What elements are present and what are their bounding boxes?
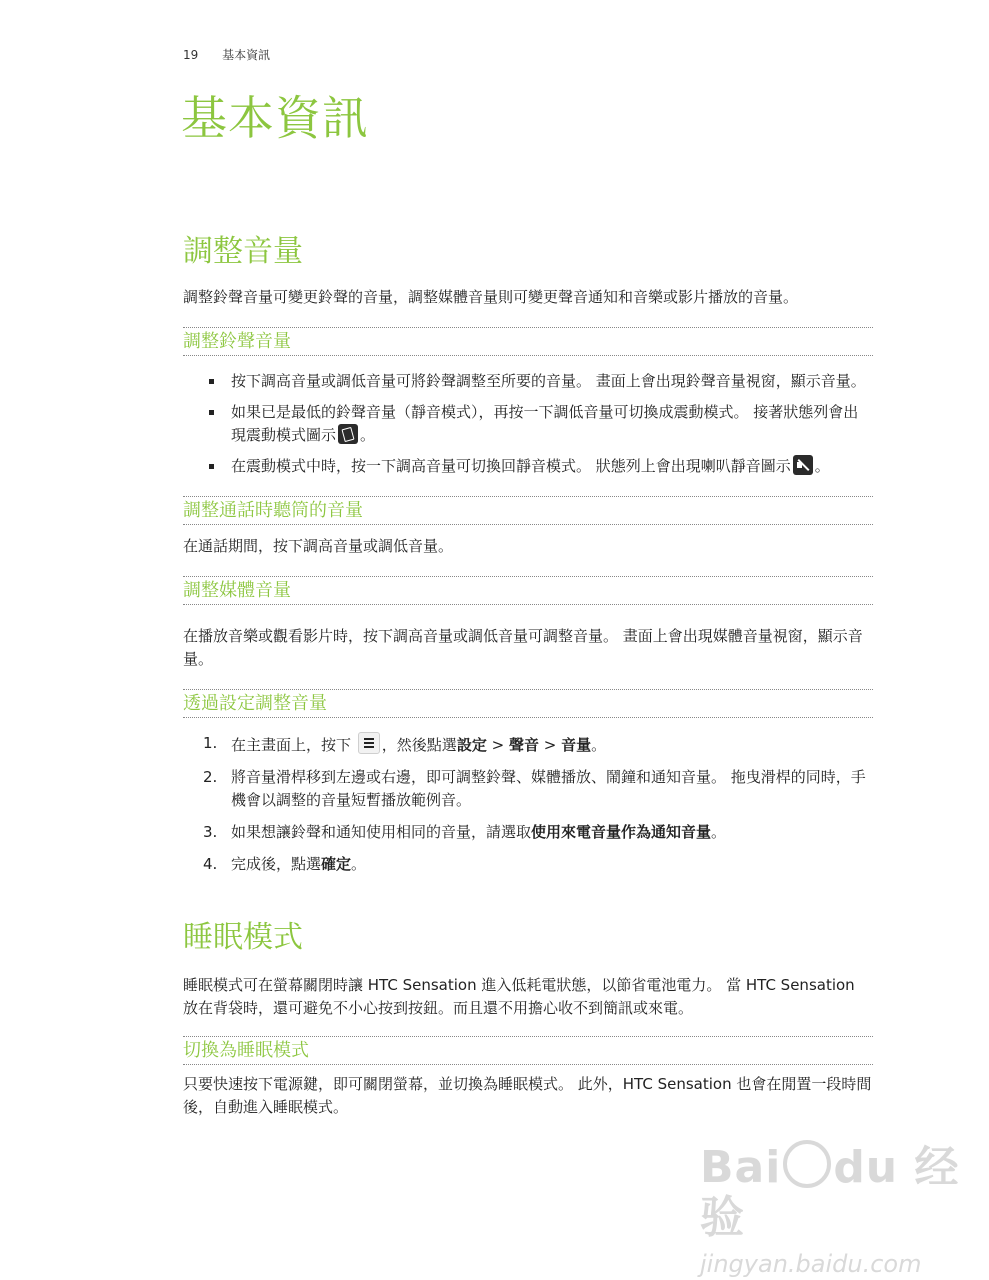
bullet-text-end: 。 [814,457,830,475]
subhead-call-volume: 調整通話時聽筒的音量 [183,496,873,525]
settings-steps [183,732,873,876]
section-title-sleep: 睡眠模式 [183,920,303,955]
chapter-title: 基本資訊 [181,91,369,145]
vibrate-mode-icon [338,424,358,444]
bullet-text: 在震動模式中時，按一下調高音量可切換回靜音模式。 狀態列上會出現喇叭靜音圖示 [231,457,791,475]
section-title-volume: 調整音量 [183,234,303,269]
page-header [183,46,270,63]
step-text: 如果想讓鈴聲和通知使用相同的音量，請選取 [231,823,532,841]
step-item [183,766,873,812]
step-item [183,821,873,844]
keyword-ok: 確定 [321,855,352,873]
step-item [183,732,873,757]
list-item [183,455,873,478]
step-text: 完成後，點選 [231,855,322,873]
call-volume-text: 在通話期間，按下調高音量或調低音量。 [183,537,454,555]
step-text: 在主畫面上，按下 [231,736,352,754]
page-number: 19 [183,48,199,62]
bullet-text: 如果已是最低的鈴聲音量（靜音模式），再按一下調低音量可切換成震動模式。 接著狀態列會出現震動模式圖示 [231,403,859,444]
step-item [183,853,873,876]
paw-icon [783,1140,831,1188]
keyword-settings: 設定 [456,736,487,754]
menu-icon [358,732,380,754]
step-number: 1. [203,734,218,752]
subhead-settings-volume: 透過設定調整音量 [183,689,873,718]
keyword-sound: 聲音 [508,736,539,754]
page-content [183,230,873,1119]
switch-sleep-text: 只要快速按下電源鍵，即可關閉螢幕，並切換為睡眠模式。 此外，HTC Sensation 也會在閒置一段時間後，自動進入睡眠模式。 [183,1075,872,1116]
keyword-use-call-volume: 使用來電音量作為通知音量 [531,823,712,841]
volume-intro: 調整鈴聲音量可變更鈴聲的音量，調整媒體音量則可變更聲音通知和音樂或影片播放的音量。 [183,288,799,306]
step-text: 將音量滑桿移到左邊或右邊，即可調整鈴聲、媒體播放、鬧鐘和通知音量。 拖曳滑桿的同時，手機會以調整的音量短暫播放範例音。 [231,768,866,809]
subhead-ringer: 調整鈴聲音量 [183,327,873,356]
subhead-switch-sleep: 切換為睡眠模式 [183,1036,873,1065]
step-text-end: 。 [711,823,727,841]
sleep-intro: 睡眠模式可在螢幕關閉時讓 HTC Sensation 進入低耗電狀態，以節省電池電力。 當 HTC Sensation 放在背袋時，還可避免不小心按到按鈕。而且還不用擔心收不到簡訊或來電。 [183,976,855,1017]
separator: > [486,736,509,754]
speaker-mute-icon [793,455,813,475]
watermark-url: jingyan.baidu.com [700,1250,922,1278]
separator: > [538,736,562,754]
media-volume-text: 在播放音樂或觀看影片時，按下調高音量或調低音量可調整音量。 畫面上會出現媒體音量視窗，顯示音量。 [183,627,863,668]
bullet-text-end: 。 [360,426,376,444]
step-text-end: 。 [591,736,607,754]
ringer-bullets [183,370,873,478]
step-number: 2. [203,768,218,786]
baidu-jingyan-watermark [700,1140,960,1278]
watermark-brand-text: Bai [700,1142,782,1193]
bullet-text: 按下調高音量或調低音量可將鈴聲調整至所要的音量。 畫面上會出現鈴聲音量視窗，顯示音量。 [231,372,866,390]
step-number: 3. [203,823,218,841]
keyword-volume: 音量 [561,736,592,754]
list-item [183,370,873,393]
list-item [183,401,873,447]
watermark-brand [700,1140,960,1243]
step-number: 4. [203,855,218,873]
step-text: ，然後點選 [381,736,457,754]
step-text-end: 。 [351,855,367,873]
subhead-media-volume: 調整媒體音量 [183,576,873,605]
watermark-brand-text: du [833,1142,899,1193]
running-section-title: 基本資訊 [222,48,271,62]
watermark-brand-text: 经验 [700,1142,960,1243]
